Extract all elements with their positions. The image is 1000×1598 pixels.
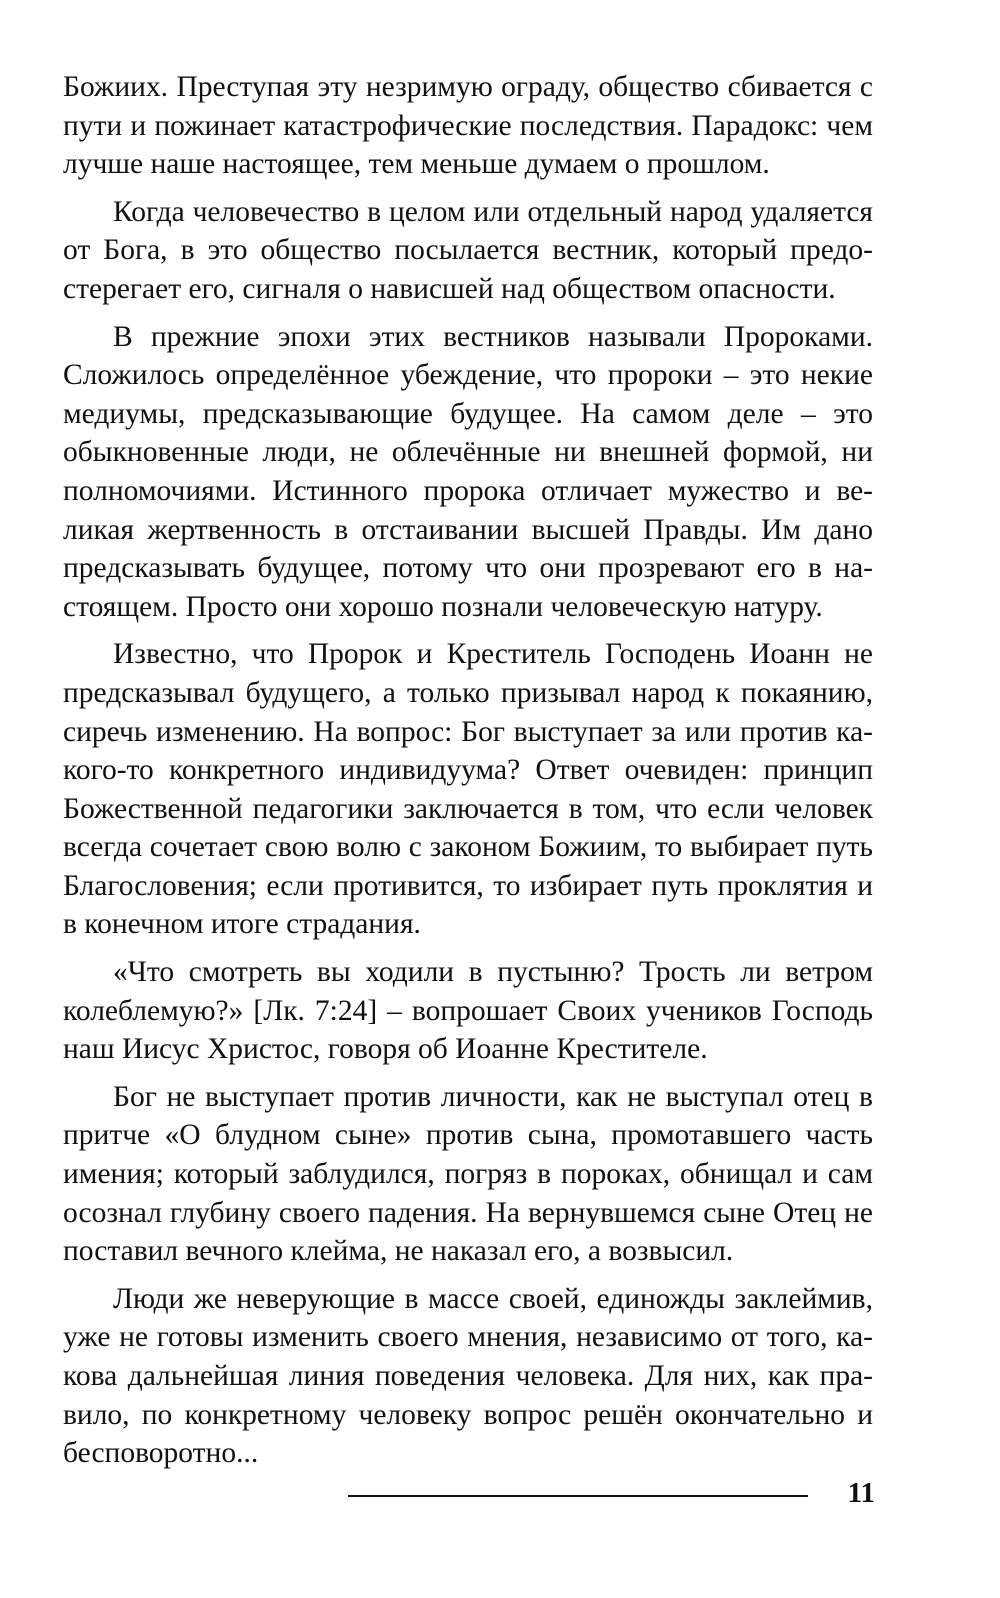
footer-rule bbox=[348, 1495, 808, 1497]
paragraph-2: Когда человечество в целом или отдельный народ удаляется от Бога, в это общество посылается вестник, который предостерегает его, сигналя о нависшей над обществом опасности. bbox=[63, 195, 873, 305]
page-text bbox=[63, 68, 873, 1482]
paragraph-4: Известно, что Пророк и Креститель Господень Иоанн не предсказывал будущего, а только призывал народ к покаянию, сиречь изменению. На вопрос: Бог выступает за или против какого-то конкретного индивидуума? Ответ очевиден: принцип Божественной педагогики заключается в том, что если человек всегда сочетает свою волю с законом Божиим, то выбирает путь Благословения; если противится, то избирает путь проклятия и в конечном итоге страдания. bbox=[63, 638, 873, 941]
page-footer bbox=[340, 1474, 875, 1514]
page-number: 11 bbox=[847, 1477, 875, 1509]
paragraph-1: Божиих. Преступая эту незримую ограду, общество сбивается с пути и пожинает катастрофические последствия. Парадокс: чем лучше наше настоящее, тем меньше думаем о прошлом. bbox=[63, 71, 873, 181]
paragraph-5: «Что смотреть вы ходили в пустыню? Трость ли ветром колеблемую?» [Лк. 7:24] – вопрошает Своих учеников Господь наш Иисус Христос, говоря об Иоанне Крестителе. bbox=[63, 956, 873, 1066]
paragraph-7: Люди же неверующие в массе своей, единожды заклеймив, уже не готовы изменить своего мнения, независимо от того, какова дальнейшая линия поведения человека. Для них, как правило, по конкретному человеку вопрос решён окончательно и бесповоротно... bbox=[63, 1282, 873, 1470]
paragraph-3: В прежние эпохи этих вестников называли Пророками. Сложилось определённое убеждение, что пророки – это некие медиумы, предсказывающие будущее. На самом деле – это обыкновенные люди, не облечённые ни внешней формой, ни полномочиями. Истинного пророка отличает мужество и великая жертвенность в отстаивании высшей Правды. Им дано предсказывать будущее, потому что они прозревают его в настоящем. Просто они хорошо познали человеческую натуру. bbox=[63, 320, 873, 623]
paragraph-6: Бог не выступает против личности, как не выступал отец в притче «О блудном сыне» против сына, промотавшего часть имения; который заблудился, погряз в пороках, обнищал и сам осознал глубину своего падения. На вернувшемся сыне Отец не поставил вечного клейма, не наказал его, а возвысил. bbox=[63, 1080, 873, 1268]
